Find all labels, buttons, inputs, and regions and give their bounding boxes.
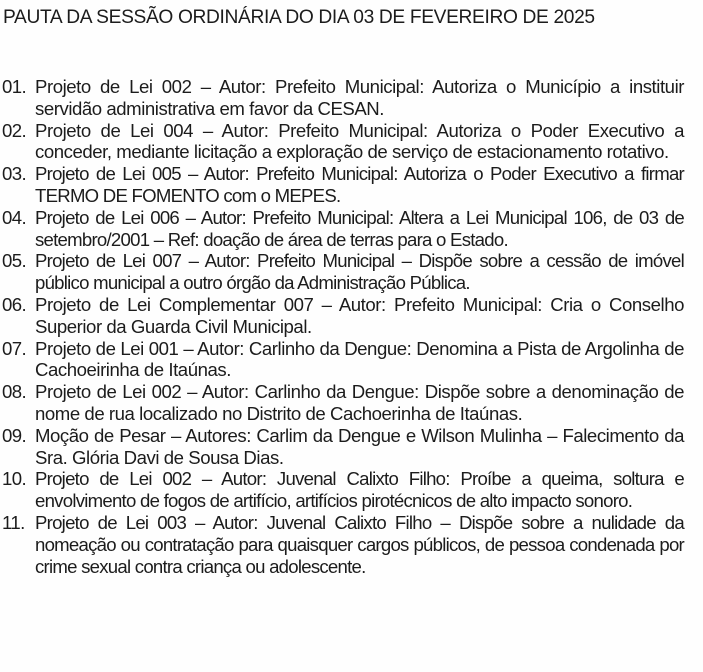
agenda-item-05 (2, 250, 684, 294)
agenda-item-07 (2, 338, 684, 382)
document-title: PAUTA DA SESSÃO ORDINÁRIA DO DIA 03 DE FEVEREIRO DE 2025 (3, 7, 595, 28)
item-text: Projeto de Lei Complementar 007 – Autor: Prefeito Municipal: Cria o Conselho Superior da Guarda Civil Municipal. (35, 293, 684, 337)
item-text: Projeto de Lei 002 – Autor: Juvenal Calixto Filho: Proíbe a queima, soltura e envolvimento de fogos de artifício, artifícios pirotécnicos de alto impacto sonoro. (35, 468, 684, 512)
item-text: Moção de Pesar – Autores: Carlim da Dengue e Wilson Mulinha – Falecimento da Sra. Glória Davi de Sousa Dias. (35, 424, 684, 468)
item-text: Projeto de Lei 006 – Autor: Prefeito Municipal: Altera a Lei Municipal 106, de 03 de setembro/2001 – Ref: doação de área de terras para o Estado. (35, 206, 684, 250)
item-number: 02. (2, 119, 27, 141)
item-number: 07. (2, 337, 27, 359)
item-number: 01. (2, 76, 27, 97)
item-text: Projeto de Lei 004 – Autor: Prefeito Municipal: Autoriza o Poder Executivo a conceder, mediante licitação a exploração de serviço de estacionamento rotativo. (35, 119, 684, 163)
item-text: Projeto de Lei 002 – Autor: Carlinho da Dengue: Dispõe sobre a denominação de nome de rua localizado no Distrito de Cachoerinha de Itaúnas. (35, 381, 684, 424)
item-number: 04. (2, 206, 27, 228)
item-number: 05. (2, 250, 27, 272)
agenda-list (2, 76, 684, 577)
agenda-item-02 (2, 120, 684, 164)
item-number: 06. (2, 293, 27, 315)
agenda-item-01 (2, 76, 684, 120)
agenda-item-11 (2, 512, 684, 577)
item-number: 10. (2, 468, 27, 490)
item-number: 09. (2, 424, 27, 446)
agenda-item-10 (2, 468, 684, 512)
item-number: 08. (2, 381, 27, 403)
item-text: Projeto de Lei 007 – Autor: Prefeito Municipal – Dispõe sobre a cessão de imóvel público municipal a outro órgão da Administração Pública. (35, 250, 684, 294)
item-text: Projeto de Lei 002 – Autor: Prefeito Municipal: Autoriza o Município a instituir servidão administrativa em favor da CESAN. (35, 76, 684, 119)
agenda-item-09 (2, 425, 684, 469)
agenda-item-06 (2, 294, 684, 338)
agenda-item-04 (2, 207, 684, 251)
item-number: 11. (2, 511, 25, 533)
item-text: Projeto de Lei 003 – Autor: Juvenal Calixto Filho – Dispõe sobre a nulidade da nomeação ou contratação para quaisquer cargos públicos, de pessoa condenada por crime sexual contra criança ou adolescente. (35, 511, 684, 577)
agenda-item-08 (2, 381, 684, 425)
item-number: 03. (2, 163, 27, 185)
item-text: Projeto de Lei 005 – Autor: Prefeito Municipal: Autoriza o Poder Executivo a firmar TERMO DE FOMENTO com o MEPES. (35, 163, 684, 206)
item-text: Projeto de Lei 001 – Autor: Carlinho da Dengue: Denomina a Pista de Argolinha de Cachoeirinha de Itaúnas. (35, 337, 684, 381)
agenda-item-03 (2, 163, 684, 207)
